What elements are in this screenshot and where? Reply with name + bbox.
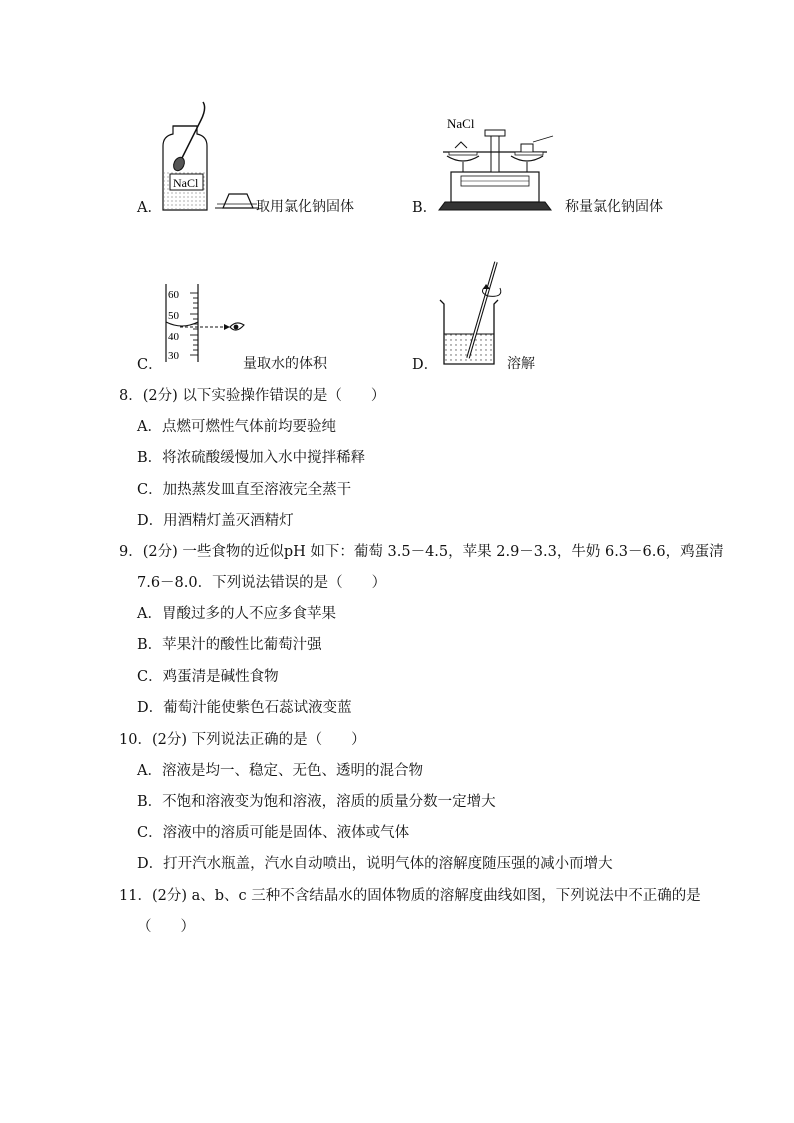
figure-c-letter: C． (137, 357, 163, 373)
balance-figure (433, 112, 558, 214)
nacl-label-a: NaCl (173, 176, 199, 190)
figure-c-caption: 量取水的体积 (243, 356, 327, 372)
nacl-label-b: NaCl (447, 116, 475, 131)
q10-option-a: A．溶液是均一、稳定、无色、透明的混合物 (137, 763, 423, 779)
q8-option-a: A．点燃可燃性气体前均要验纯 (137, 419, 336, 435)
question-9-stem-cont: 7.6－8.0．下列说法错误的是（ ） (137, 575, 387, 591)
figure-b-letter: B． (412, 200, 438, 216)
q9-option-d: D．葡萄汁能使紫色石蕊试液变蓝 (137, 700, 352, 716)
figure-a-letter: A． (137, 200, 162, 216)
q8-option-d: D．用酒精灯盖灭酒精灯 (137, 513, 294, 529)
question-8-stem: 8．(2分) 以下实验操作错误的是（ ） (119, 388, 386, 404)
figure-a-caption: 取用氯化钠固体 (256, 199, 354, 215)
tick-40: 40 (168, 331, 179, 343)
q9-option-b: B．苹果汁的酸性比葡萄汁强 (137, 637, 322, 653)
q10-option-d: D．打开汽水瓶盖，汽水自动喷出，说明气体的溶解度随压强的减小而增大 (137, 856, 613, 872)
q8-option-c: C．加热蒸发皿直至溶液完全蒸干 (137, 482, 352, 498)
beaker-figure (434, 258, 510, 370)
question-10-stem: 10．(2分) 下列说法正确的是（ ） (119, 732, 366, 748)
tick-50: 50 (168, 310, 179, 322)
tick-30: 30 (168, 350, 179, 362)
question-9-stem: 9．(2分) 一些食物的近似pH 如下：葡萄 3.5－4.5，苹果 2.9－3.3，牛奶 6.3－6.6，鸡蛋清 (119, 544, 724, 560)
question-11-stem-cont: （ ） (137, 919, 195, 935)
figure-d-letter: D． (412, 357, 439, 373)
figure-b-caption: 称量氯化钠固体 (565, 199, 663, 215)
question-11-stem: 11．(2分) a、b、c 三种不含结晶水的固体物质的溶解度曲线如图，下列说法中不正确的是 (119, 888, 701, 904)
q9-option-a: A．胃酸过多的人不应多食苹果 (137, 606, 336, 622)
eye-icon (230, 323, 244, 330)
reagent-bottle-figure (155, 100, 265, 215)
q8-option-b: B．将浓硫酸缓慢加入水中搅拌稀释 (137, 450, 366, 466)
tick-60: 60 (168, 289, 179, 301)
q10-option-b: B．不饱和溶液变为饱和溶液，溶质的质量分数一定增大 (137, 794, 496, 810)
measuring-cylinder-figure (158, 282, 250, 366)
figure-d-caption: 溶解 (507, 356, 535, 372)
q9-option-c: C．鸡蛋清是碱性食物 (137, 669, 279, 685)
q10-option-c: C．溶液中的溶质可能是固体、液体或气体 (137, 825, 410, 841)
